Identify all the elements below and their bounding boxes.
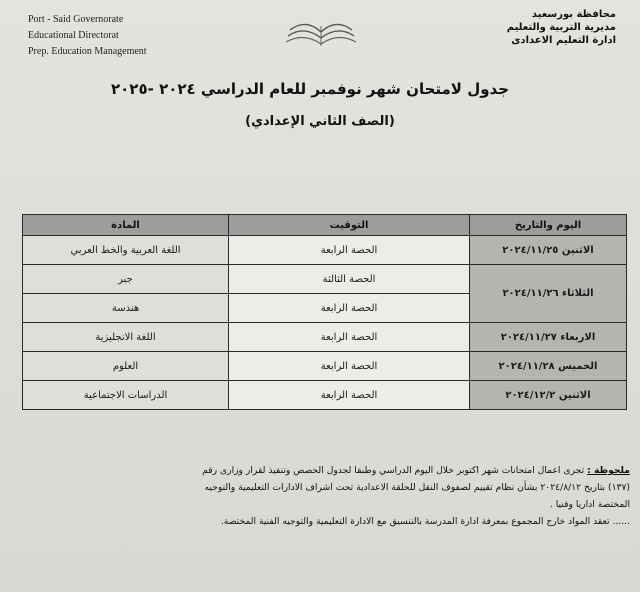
exam-schedule-table	[22, 214, 627, 410]
row-day-date: الاربعاء ٢٠٢٤/١١/٢٧	[470, 323, 627, 352]
row-subject: اللغة العربية والخط العربي	[23, 236, 229, 265]
header-subject: المادة	[23, 215, 229, 236]
book-logo-icon	[282, 12, 360, 56]
row-subject: جبر	[23, 265, 229, 294]
header-english	[28, 12, 218, 60]
row-time: الحصة الرابعة	[229, 323, 470, 352]
table-row	[23, 265, 627, 294]
row-subject: العلوم	[23, 352, 229, 381]
row-subject: هندسة	[23, 294, 229, 323]
notes-line-1	[24, 462, 630, 479]
row-time: الحصة الرابعة	[229, 352, 470, 381]
header-day-date: اليوم والتاريخ	[470, 215, 627, 236]
row-time: الحصة الرابعة	[229, 381, 470, 410]
row-day-date: الخميس ٢٠٢٤/١١/٢٨	[470, 352, 627, 381]
header-en-line-directorate: Educational Directorat	[28, 30, 119, 41]
page-subtitle: (الصف الثاني الإعدادي)	[245, 114, 395, 129]
notes-line-2: (١٣٧) بتاريخ ٢٠٢٤/٨/١٢ بشأن نظام تقييم لصفوف النقل للحلقة الاعدادية تحت اشراف الادارات التعليمية والتوجيه	[204, 482, 630, 493]
header-ar-line-management: ادارة التعليم الاعدادى	[511, 35, 616, 46]
header-ar-line-directorate: مديرية التربية والتعليم	[506, 22, 616, 33]
header-time: التوقيت	[229, 215, 470, 236]
header-ar-line-governorate: محافظة بورسعيد	[531, 9, 616, 20]
row-time: الحصة الثالثة	[229, 265, 470, 294]
row-day-date: الاثنين ٢٠٢٤/١١/٢٥	[470, 236, 627, 265]
table-row	[23, 323, 627, 352]
notes-line-3: المختصة اداريا وفنيا .	[549, 499, 630, 510]
notes-text-1: تجرى اعمال امتحانات شهر اكتوبر خلال اليوم الدراسي وطبقا لجدول الحصص وتنفيذ لقرار وزارى رقم	[202, 465, 585, 476]
notes-section	[24, 462, 630, 530]
header-arabic	[446, 8, 616, 47]
table-row	[23, 381, 627, 410]
page-title: جدول لامتحان شهر نوفمبر للعام الدراسي ٢٠٢٤ -٢٠٢٥	[110, 80, 510, 98]
table-row	[23, 352, 627, 381]
header-en-line-governorate: Port - Said Governorate	[28, 14, 124, 25]
header-en-line-management: Prep. Education Management	[28, 46, 147, 57]
table-header-row	[23, 215, 627, 236]
row-time: الحصة الرابعة	[229, 294, 470, 323]
row-day-date: الثلاثاء ٢٠٢٤/١١/٢٦	[470, 265, 627, 323]
notes-line-4: ...... تعقد المواد خارج المجموع بمعرفة ادارة المدرسة بالتنسيق مع الادارة التعليمية والتوجيه الفنية المختصة.	[220, 516, 630, 527]
row-day-date: الاثنين ٢٠٢٤/١٢/٢	[470, 381, 627, 410]
notes-label: ملحوظة :	[587, 465, 630, 476]
row-time: الحصة الرابعة	[229, 236, 470, 265]
row-subject: الدراسات الاجتماعية	[23, 381, 229, 410]
row-subject: اللغة الانجليزية	[23, 323, 229, 352]
table-row	[23, 236, 627, 265]
